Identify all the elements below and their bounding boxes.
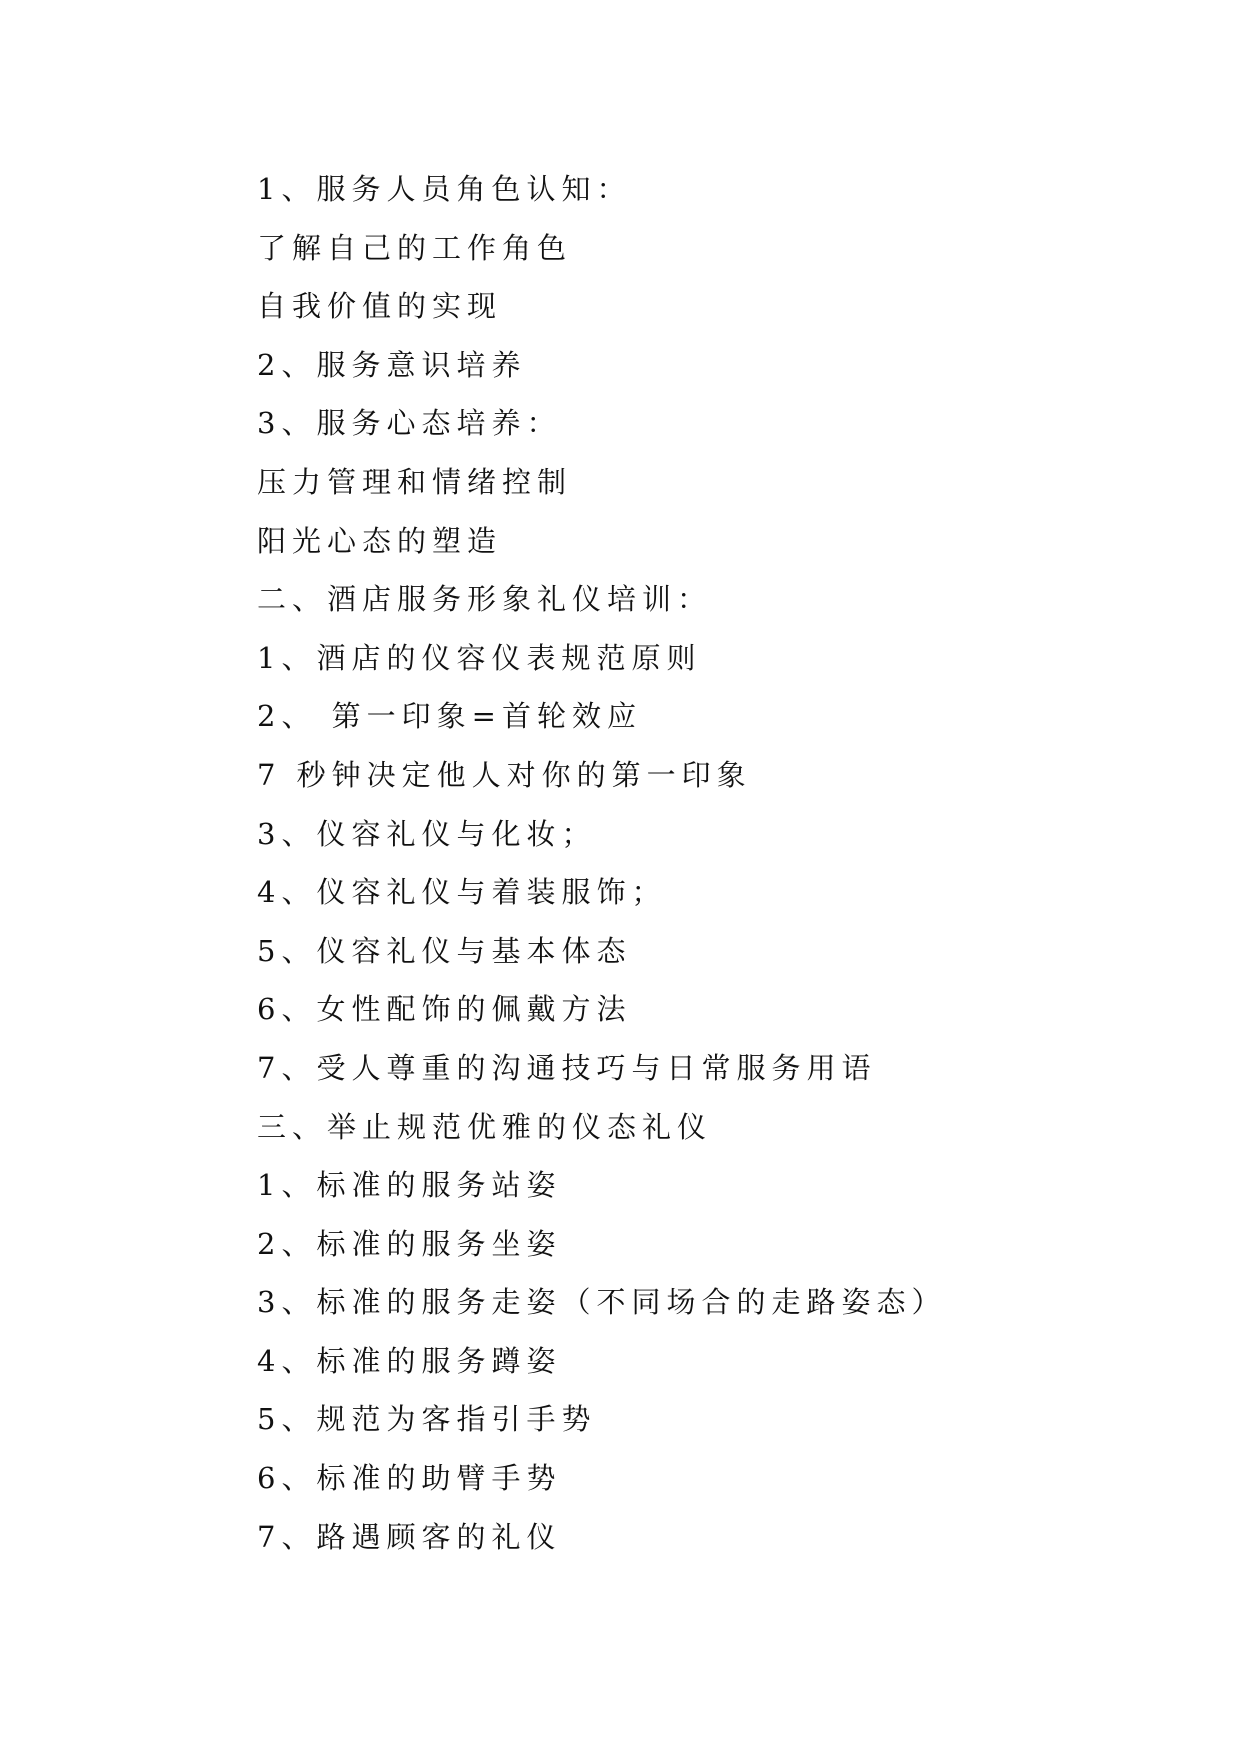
text-line: 3、服务心态培养： [257,406,562,441]
text-line: 7 秒钟决定他人对你的第一印象 [257,757,752,792]
text-line: 了解自己的工作角色 [257,230,573,265]
text-line: 3、仪容礼仪与化妆； [257,816,597,851]
text-line: 1、标准的服务站姿 [257,1168,562,1203]
text-line: 5、仪容礼仪与基本体态 [257,933,632,968]
text-line: 2、标准的服务坐姿 [257,1226,562,1261]
text-line: 阳光心态的塑造 [257,523,503,558]
text-line: 6、标准的助臂手势 [257,1461,562,1496]
text-line: 自我价值的实现 [257,289,503,324]
text-line: 5、规范为客指引手势 [257,1402,597,1437]
text-line: 6、女性配饰的佩戴方法 [257,992,632,1027]
document-body [257,160,1117,1566]
text-line: 7、受人尊重的沟通技巧与日常服务用语 [257,1050,877,1085]
text-line: 2、服务意识培养 [257,347,527,382]
text-line: 3、标准的服务走姿（不同场合的走路姿态） [257,1285,947,1320]
section-heading: 二、酒店服务形象礼仪培训： [257,582,713,617]
text-line: 1、服务人员角色认知： [257,172,632,206]
text-line: 2、 第一印象=首轮效应 [257,699,642,734]
text-line: 1、酒店的仪容仪表规范原则 [257,640,702,675]
text-line: 4、标准的服务蹲姿 [257,1343,562,1378]
section-heading: 三、举止规范优雅的仪态礼仪 [257,1109,713,1144]
text-line: 压力管理和情绪控制 [257,464,573,499]
text-line: 4、仪容礼仪与着装服饰； [257,875,667,910]
text-line: 7、路遇顾客的礼仪 [257,1519,562,1554]
